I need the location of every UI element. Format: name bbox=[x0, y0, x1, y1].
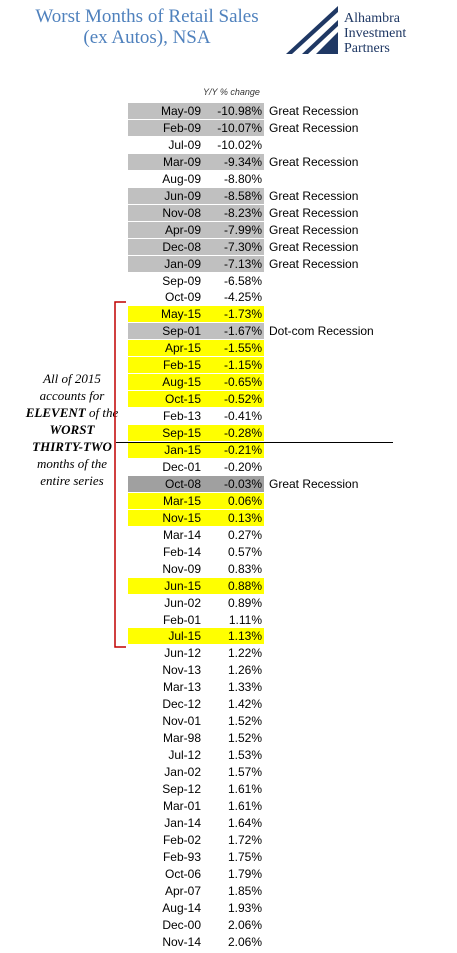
month-cell: Jul-09 bbox=[168, 137, 201, 152]
value-cell: -1.73% bbox=[223, 307, 262, 322]
company-name bbox=[344, 11, 406, 56]
month-cell: Jun-12 bbox=[164, 646, 201, 661]
month-cell: Dec-08 bbox=[162, 239, 201, 254]
bracket-2015-group bbox=[112, 301, 128, 649]
alhambra-triangle-logo-icon bbox=[286, 6, 338, 54]
value-cell: -10.98% bbox=[217, 104, 262, 118]
month-cell: Feb-14 bbox=[162, 544, 201, 559]
month-cell: Aug-14 bbox=[162, 900, 201, 915]
value-cell: 0.13% bbox=[227, 510, 262, 525]
value-cell: 0.27% bbox=[227, 527, 262, 542]
value-cell: -0.21% bbox=[223, 443, 262, 457]
month-cell: Sep-15 bbox=[162, 426, 201, 441]
month-cell: Feb-01 bbox=[162, 612, 201, 627]
recession-note: Great Recession bbox=[269, 188, 359, 203]
annotation-emphasis-2: WORST THIRTY-TWO bbox=[32, 422, 112, 454]
value-cell: 1.72% bbox=[227, 832, 262, 847]
value-cell: -0.52% bbox=[223, 392, 262, 407]
month-cell: Sep-12 bbox=[162, 782, 201, 796]
month-cell: Feb-02 bbox=[162, 832, 201, 847]
chart-title bbox=[12, 6, 282, 48]
recession-note: Great Recession bbox=[269, 205, 359, 220]
recession-note: Dot-com Recession bbox=[269, 324, 374, 339]
value-cell: 1.42% bbox=[227, 697, 262, 712]
value-cell: -0.28% bbox=[223, 426, 262, 441]
annotation-text-2: of the bbox=[88, 405, 119, 420]
month-cell: Aug-09 bbox=[162, 171, 201, 186]
month-cell: Nov-15 bbox=[162, 510, 201, 525]
month-cell: Oct-08 bbox=[164, 476, 201, 491]
month-cell: Aug-15 bbox=[162, 375, 201, 390]
value-cell: -6.58% bbox=[223, 273, 262, 288]
value-cell: -7.30% bbox=[223, 239, 262, 254]
annotation-text-3: months of the entire series bbox=[36, 456, 108, 488]
column-header: Y/Y % change bbox=[203, 87, 260, 97]
recession-note: Great Recession bbox=[269, 239, 359, 254]
value-cell: -1.55% bbox=[223, 341, 262, 356]
month-cell: Oct-15 bbox=[164, 392, 201, 407]
value-cell: 1.11% bbox=[228, 612, 262, 627]
month-cell: Jan-14 bbox=[164, 815, 201, 830]
month-cell: Apr-15 bbox=[164, 341, 201, 356]
recession-note: Great Recession bbox=[269, 120, 359, 135]
annotation-text-1: All of 2015 accounts for bbox=[39, 371, 105, 403]
value-cell: 0.57% bbox=[227, 544, 262, 559]
value-cell: 1.22% bbox=[227, 646, 262, 661]
company-name-line-1: Alhambra bbox=[344, 11, 400, 26]
value-cell: 1.64% bbox=[227, 815, 262, 830]
month-cell: Jun-09 bbox=[164, 188, 201, 203]
worst-32-divider-line bbox=[116, 442, 393, 443]
month-cell: Feb-15 bbox=[162, 358, 201, 373]
month-cell: Feb-93 bbox=[162, 849, 201, 864]
recession-note: Great Recession bbox=[269, 476, 359, 491]
annotation-2015 bbox=[24, 370, 120, 489]
value-cell: 0.83% bbox=[227, 561, 262, 576]
value-cell: -8.23% bbox=[223, 205, 262, 220]
value-cell: -0.20% bbox=[223, 459, 262, 474]
month-cell: Mar-15 bbox=[162, 493, 201, 508]
month-cell: Feb-13 bbox=[162, 409, 201, 424]
value-cell: -7.13% bbox=[223, 256, 262, 271]
month-cell: Dec-00 bbox=[162, 917, 201, 932]
month-cell: Jul-12 bbox=[168, 748, 201, 763]
month-cell: Jan-02 bbox=[164, 765, 201, 780]
value-cell: -0.03% bbox=[223, 476, 262, 491]
value-cell: 1.75% bbox=[227, 849, 262, 864]
value-cell: 1.53% bbox=[227, 748, 262, 763]
month-cell: Dec-01 bbox=[162, 459, 201, 474]
value-cell: 2.06% bbox=[227, 917, 262, 932]
month-cell: Oct-09 bbox=[164, 290, 201, 305]
recession-note: Great Recession bbox=[269, 256, 359, 271]
month-cell: Mar-98 bbox=[162, 731, 201, 746]
month-cell: Jun-15 bbox=[164, 578, 201, 593]
value-cell: -4.25% bbox=[223, 290, 262, 305]
month-cell: Apr-07 bbox=[164, 883, 201, 898]
value-cell: 0.89% bbox=[227, 595, 262, 610]
value-cell: -0.65% bbox=[223, 375, 262, 390]
value-cell: 1.61% bbox=[227, 782, 262, 796]
month-cell: Feb-09 bbox=[162, 120, 201, 135]
value-cell: 2.06% bbox=[227, 934, 262, 949]
value-cell: 1.52% bbox=[227, 714, 262, 729]
month-cell: Mar-09 bbox=[162, 154, 201, 169]
month-cell: Oct-06 bbox=[164, 866, 201, 881]
company-name-line-3: Partners bbox=[344, 41, 390, 56]
month-cell: Nov-01 bbox=[162, 714, 201, 729]
month-cell: May-09 bbox=[160, 104, 201, 118]
value-cell: -1.15% bbox=[223, 358, 262, 373]
value-cell: -0.41% bbox=[223, 409, 262, 424]
month-cell: Sep-09 bbox=[162, 273, 201, 288]
value-cell: 1.57% bbox=[227, 765, 262, 780]
month-cell: May-15 bbox=[160, 307, 201, 322]
month-cell: Nov-13 bbox=[162, 663, 201, 678]
month-cell: Jan-09 bbox=[164, 256, 201, 271]
month-cell: Apr-09 bbox=[164, 222, 201, 237]
month-cell: Nov-09 bbox=[162, 561, 201, 576]
month-cell: Sep-01 bbox=[162, 324, 201, 339]
recession-note: Great Recession bbox=[269, 154, 359, 169]
value-cell: 1.79% bbox=[227, 866, 262, 881]
value-cell: 1.61% bbox=[227, 798, 262, 813]
value-cell: 1.85% bbox=[227, 883, 262, 898]
month-cell: Jun-02 bbox=[164, 595, 201, 610]
value-cell: 1.52% bbox=[227, 731, 262, 746]
month-cell: Nov-08 bbox=[162, 205, 201, 220]
month-cell: Jan-15 bbox=[164, 443, 201, 457]
value-cell: -8.58% bbox=[223, 188, 262, 203]
recession-note: Great Recession bbox=[269, 104, 359, 118]
value-cell: 0.88% bbox=[227, 578, 262, 593]
chart-title-line-1: Worst Months of Retail Sales bbox=[35, 6, 259, 27]
value-cell: 1.93% bbox=[227, 900, 262, 915]
value-cell: 0.06% bbox=[227, 493, 262, 508]
month-cell: Mar-01 bbox=[162, 798, 201, 813]
company-logo bbox=[286, 6, 454, 56]
value-cell: -10.02% bbox=[217, 137, 262, 152]
annotation-emphasis-1: ELEVENT bbox=[25, 405, 86, 420]
month-cell: Mar-13 bbox=[162, 680, 201, 695]
month-cell: Jul-15 bbox=[168, 629, 201, 644]
recession-note: Great Recession bbox=[269, 222, 359, 237]
value-cell: -7.99% bbox=[223, 222, 262, 237]
value-cell: -8.80% bbox=[223, 171, 262, 186]
month-cell: Nov-14 bbox=[162, 934, 201, 949]
company-name-line-2: Investment bbox=[344, 26, 407, 41]
value-cell: -9.34% bbox=[223, 154, 262, 169]
month-cell: Dec-12 bbox=[162, 697, 201, 712]
value-cell: 1.13% bbox=[227, 629, 262, 644]
month-cell: Mar-14 bbox=[162, 527, 201, 542]
value-cell: 1.33% bbox=[227, 680, 262, 695]
bracket-line bbox=[115, 302, 126, 647]
value-cell: -10.07% bbox=[217, 120, 262, 135]
chart-title-line-2: (ex Autos), NSA bbox=[83, 27, 211, 48]
value-cell: 1.26% bbox=[227, 663, 262, 678]
value-cell: -1.67% bbox=[223, 324, 262, 339]
